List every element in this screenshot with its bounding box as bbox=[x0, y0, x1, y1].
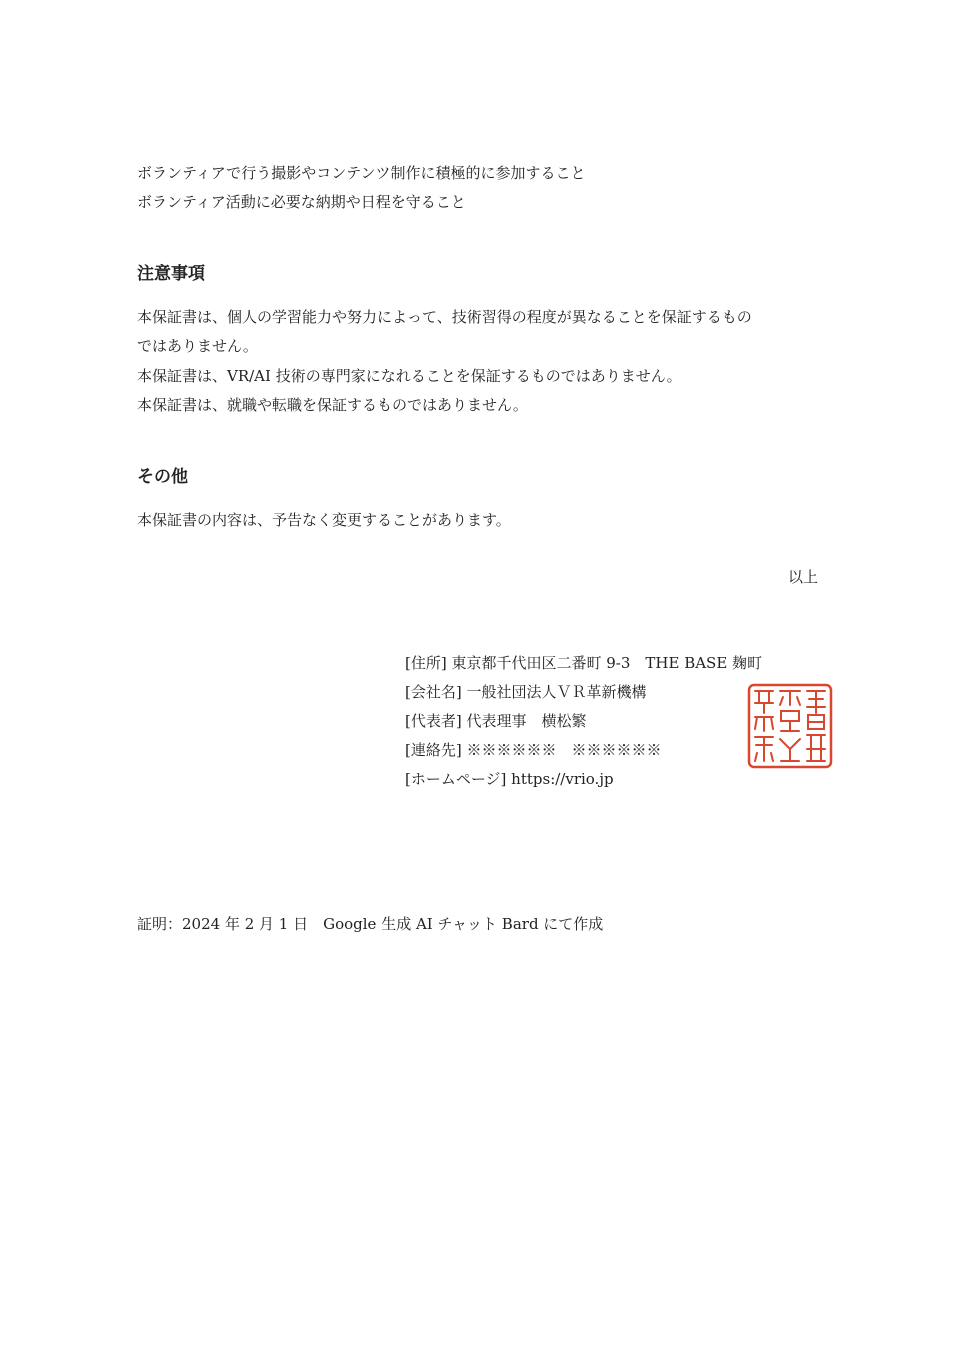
duty-line-2: ボランティア活動に必要な納期や日程を守ること bbox=[137, 193, 466, 211]
closing-text: 以上 bbox=[787, 568, 818, 586]
duty-line-1: ボランティアで行う撮影やコンテンツ制作に積極的に参加すること bbox=[137, 164, 586, 182]
notes-line-1: 本保証書は、個人の学習能力や努力によって、技術習得の程度が異なることを保証するもの bbox=[137, 308, 752, 326]
company-seal bbox=[747, 683, 833, 769]
notes-line-3: 本保証書は、VR/AI 技術の専門家になれることを保証するものではありません。 bbox=[137, 367, 682, 385]
certification-note: 証明：2024 年 2 月 1 日 Google 生成 AI チャット Bard にて作成 bbox=[137, 915, 604, 933]
company-address: [住所] 東京都千代田区二番町 9-3 THE BASE 麹町 bbox=[405, 654, 763, 672]
company-name: [会社名] 一般社団法人ＶＲ革新機構 bbox=[405, 683, 647, 701]
other-line-1: 本保証書の内容は、予告なく変更することがあります。 bbox=[137, 511, 511, 529]
company-representative: [代表者] 代表理事 横松繁 bbox=[405, 712, 587, 730]
company-contact: [連絡先] ※※※※※※ ※※※※※※ bbox=[405, 741, 662, 759]
notes-heading: 注意事項 bbox=[137, 264, 205, 284]
company-homepage: [ホームページ] https://vrio.jp bbox=[405, 770, 614, 788]
other-heading: その他 bbox=[137, 467, 188, 487]
notes-line-4: 本保証書は、就職や転職を保証するものではありません。 bbox=[137, 396, 528, 414]
notes-line-2: ではありません。 bbox=[137, 337, 258, 355]
